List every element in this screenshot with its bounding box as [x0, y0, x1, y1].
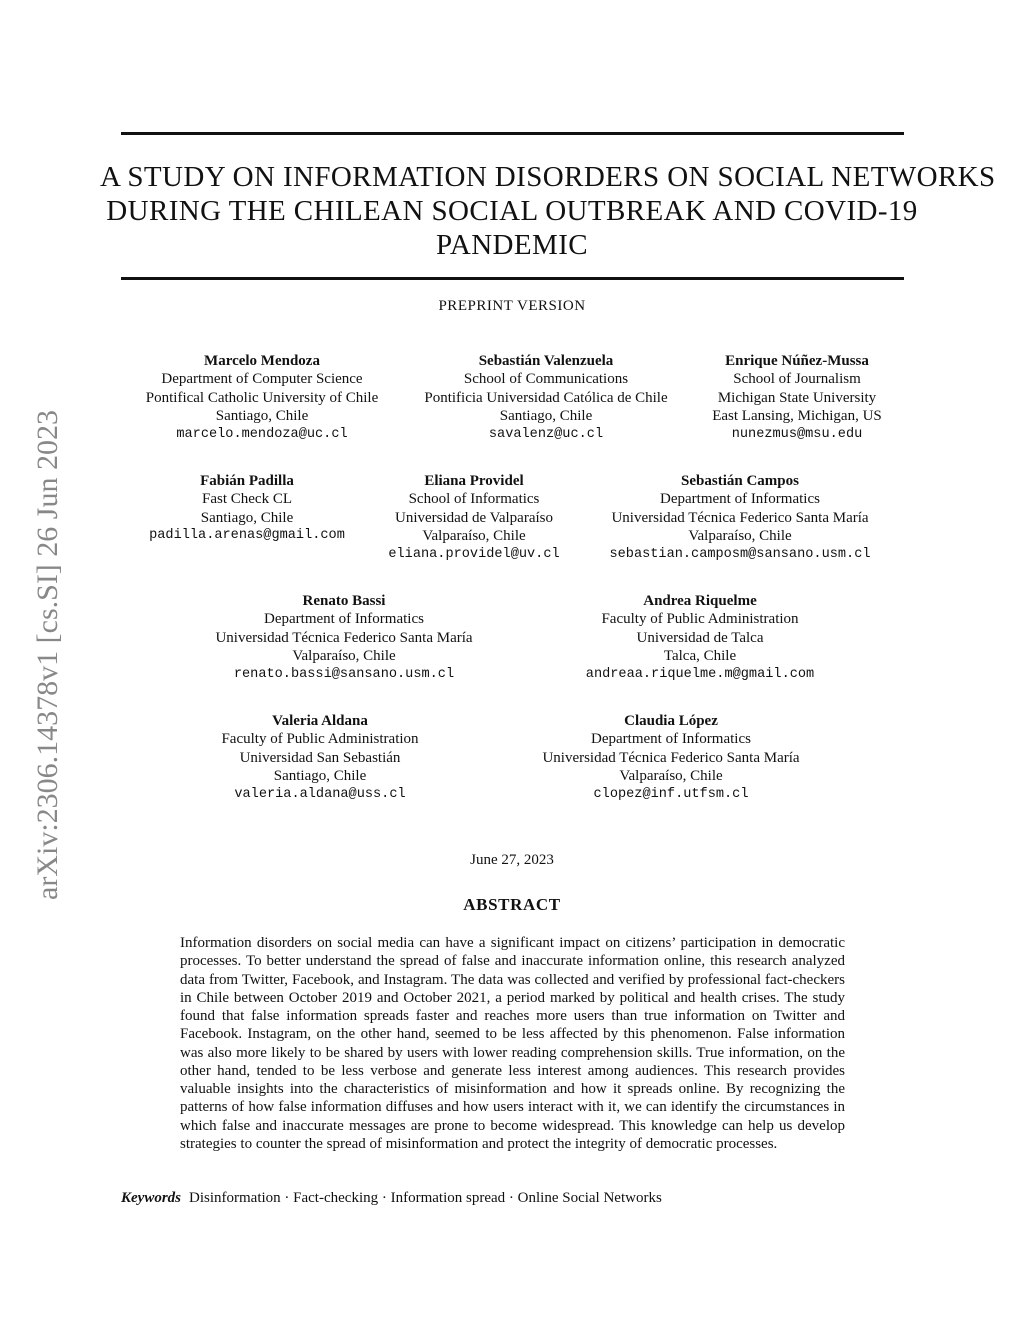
title-bottom-rule: [121, 277, 904, 280]
author-dept: School of Communications: [463, 371, 629, 388]
author-dept: School of Journalism: [733, 371, 861, 388]
author-institution: Universidad Técnica Federico Santa María: [611, 509, 869, 526]
title-line: A STUDY ON INFORMATION DISORDERS ON SOCIAL NETWORKS: [100, 161, 996, 193]
author-block: [697, 352, 897, 444]
author-institution: Universidad San Sebastián: [239, 749, 401, 766]
author-email: eliana.providel@uv.cl: [388, 546, 560, 562]
author-location: Santiago, Chile: [215, 408, 309, 425]
author-name: Sebastián Valenzuela: [478, 353, 614, 369]
author-block: [590, 472, 890, 564]
author-block: [194, 592, 494, 684]
author-name: Sebastián Campos: [681, 473, 799, 489]
author-location: Valparaíso, Chile: [422, 528, 526, 545]
author-institution: Pontifical Catholic University of Chile: [145, 389, 379, 406]
author-dept: Department of Informatics: [591, 731, 751, 748]
author-block: [521, 712, 821, 804]
author-email: padilla.arenas@gmail.com: [149, 528, 345, 544]
author-dept: Department of Informatics: [660, 491, 820, 508]
author-dept: Fast Check CL: [202, 491, 292, 508]
author-name: Marcelo Mendoza: [204, 353, 320, 369]
author-block: [136, 472, 358, 546]
author-email: marcelo.mendoza@uc.cl: [176, 426, 348, 442]
author-location: East Lansing, Michigan, US: [712, 408, 882, 425]
author-location: Santiago, Chile: [273, 768, 367, 785]
author-name: Valeria Aldana: [272, 713, 368, 729]
author-name: Fabián Padilla: [200, 473, 294, 489]
author-name: Eliana Providel: [424, 473, 524, 489]
author-location: Valparaíso, Chile: [619, 768, 723, 785]
keywords-line: [121, 1190, 662, 1207]
author-location: Santiago, Chile: [499, 408, 593, 425]
abstract-text: Information disorders on social media can have a significant impact on citizens’ participation in democratic processes. To better understand the spread of false and inaccurate information online, this research analyzed data from Twitter, Facebook, and Instagram. The data was collected and verified by professional fact-checkers in Chile between October 2019 and October 2021, a period marked by political and health crises. The study found that false information spreads faster and reaches more users than true information on Twitter and Facebook. Instagram, on the other hand, seemed to be less affected by this phenomenon. False information was also more likely to be shared by users with lower reading comprehension skills. True information, on the other hand, tended to be less verbose and generate less interest among audiences. This research provides valuable insights into the characteristics of misinformation and how it spreads online. By recognizing the patterns of how false information diffuses and how users interact with it, we can identify the circumstances in which false and inaccurate messages are prone to become widespread. This knowledge can help us develop strategies to counter the spread of misinformation and protect the integrity of democratic processes.: [180, 935, 845, 1152]
title-line: PANDEMIC: [436, 229, 588, 261]
author-institution: Universidad de Talca: [636, 629, 764, 646]
title-top-rule: [121, 132, 904, 135]
author-institution: Universidad Técnica Federico Santa María: [215, 629, 473, 646]
author-name: Enrique Núñez-Mussa: [725, 353, 869, 369]
author-email: nunezmus@msu.edu: [731, 426, 863, 442]
author-block: [406, 352, 686, 444]
author-block: [131, 352, 393, 444]
author-email: clopez@inf.utfsm.cl: [593, 786, 749, 802]
author-location: Valparaíso, Chile: [688, 528, 792, 545]
keywords-list: Disinformation · Fact-checking · Information spread · Online Social Networks: [189, 1190, 662, 1206]
author-email: andreaa.riquelme.m@gmail.com: [585, 666, 815, 682]
author-block: [570, 592, 830, 684]
author-email: renato.bassi@sansano.usm.cl: [233, 666, 455, 682]
author-location: Santiago, Chile: [200, 509, 294, 526]
author-email: savalenz@uc.cl: [488, 426, 604, 442]
author-location: Valparaíso, Chile: [292, 648, 396, 665]
author-block: [200, 712, 440, 804]
author-dept: Faculty of Public Administration: [601, 611, 799, 628]
author-dept: Department of Computer Science: [161, 371, 363, 388]
arxiv-identifier: arXiv:2306.14378v1 [cs.SI] 26 Jun 2023: [31, 410, 64, 900]
author-name: Renato Bassi: [302, 593, 386, 609]
title-line: DURING THE CHILEAN SOCIAL OUTBREAK AND COVID-19: [106, 195, 918, 227]
author-institution: Universidad de Valparaíso: [394, 509, 553, 526]
author-institution: Michigan State University: [717, 389, 877, 406]
author-dept: Faculty of Public Administration: [221, 731, 419, 748]
paper-title: [100, 160, 996, 262]
keywords-label: Keywords: [121, 1190, 181, 1206]
abstract-heading: ABSTRACT: [463, 895, 561, 914]
author-institution: Pontificia Universidad Católica de Chile: [424, 389, 668, 406]
author-name: Claudia López: [624, 713, 718, 729]
publication-date: June 27, 2023: [470, 852, 554, 868]
author-institution: Universidad Técnica Federico Santa María: [542, 749, 800, 766]
author-location: Talca, Chile: [663, 648, 737, 665]
author-email: valeria.aldana@uss.cl: [234, 786, 406, 802]
preprint-label: PREPRINT VERSION: [438, 298, 586, 314]
author-name: Andrea Riquelme: [643, 593, 757, 609]
author-block: [376, 472, 572, 564]
author-email: sebastian.camposm@sansano.usm.cl: [609, 546, 871, 562]
author-dept: Department of Informatics: [264, 611, 424, 628]
author-dept: School of Informatics: [408, 491, 540, 508]
